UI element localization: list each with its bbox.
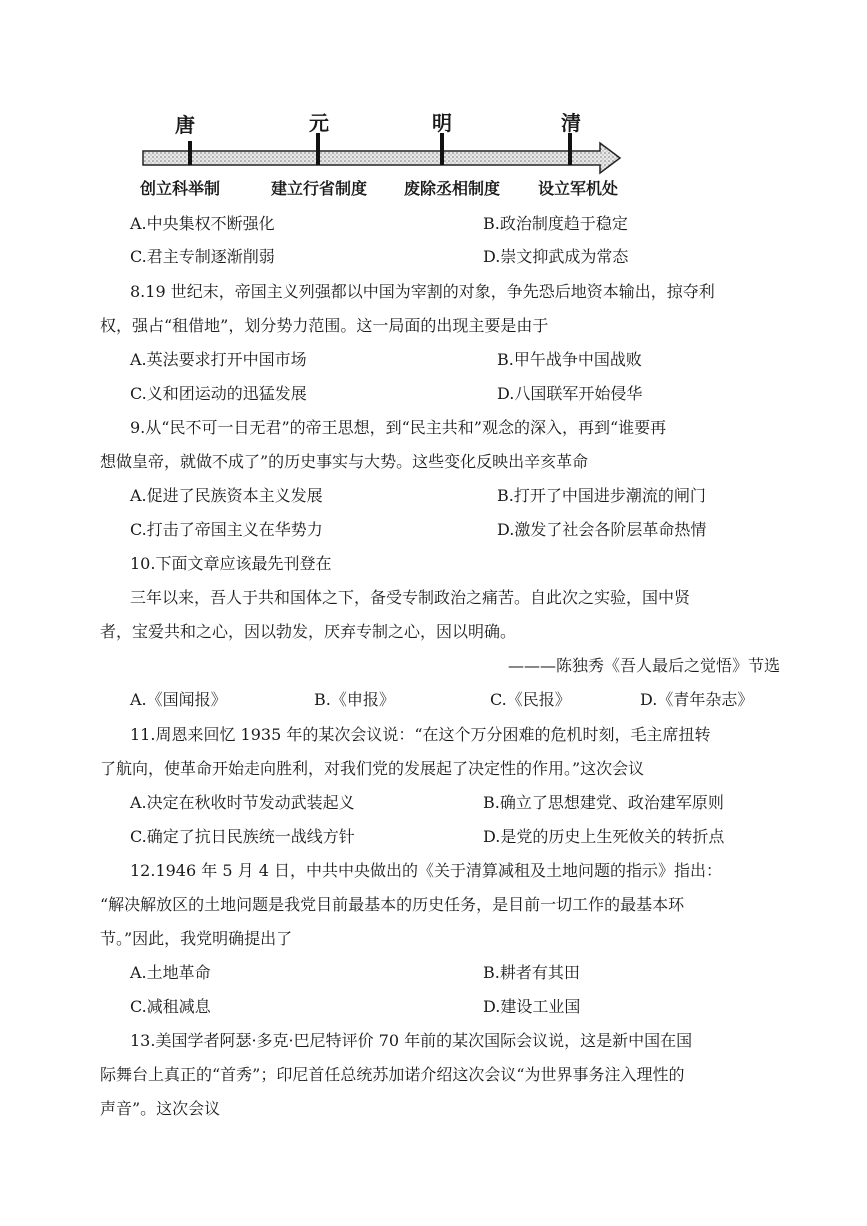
q10-quote-line-1: 三年以来，吾人于共和国体之下，备受专制政治之痛苦。自此次之实验，国中贤	[130, 588, 691, 607]
q10-quote-line-2: 者，宝爱共和之心，因以勃发，厌弃专制之心，因以明确。	[100, 622, 517, 641]
q10-option-d: D.《青年杂志》	[640, 690, 754, 709]
q9-option-c: C.打击了帝国主义在华势力	[130, 520, 323, 539]
event-ming: 废除丞相制度	[404, 179, 501, 198]
q12-option-a: A.土地革命	[130, 963, 211, 982]
q12-option-c: C.减租减息	[130, 997, 211, 1016]
q7-option-b: B.政治制度趋于稳定	[483, 214, 628, 233]
q13-stem-line-1: 13.美国学者阿瑟·多克·巴尼特评价 70 年前的某次国际会议说，这是新中国在国	[130, 1031, 693, 1050]
event-qing: 设立军机处	[538, 179, 619, 198]
event-tang: 创立科举制	[140, 179, 221, 198]
event-yuan: 建立行省制度	[271, 179, 368, 198]
dynasty-ming: 明	[432, 111, 452, 135]
q8-stem-line-2: 权，强占“租借地”，划分势力范围。这一局面的出现主要是由于	[100, 316, 549, 335]
q8-option-b: B.甲午战争中国战败	[497, 350, 642, 369]
q8-option-c: C.义和团运动的迅猛发展	[130, 384, 307, 403]
dynasty-tang: 唐	[175, 113, 195, 137]
dynasty-yuan: 元	[309, 111, 329, 135]
q12-stem-line-2: “解决解放区的土地问题是我党目前最基本的历史任务，是目前一切工作的最基本环	[100, 895, 685, 914]
q9-stem-line-2: 想做皇帝，就做不成了”的历史事实与大势。这些变化反映出辛亥革命	[100, 452, 589, 471]
q10-option-a: A.《国闻报》	[130, 690, 227, 709]
q10-stem: 10.下面文章应该最先刊登在	[130, 554, 332, 573]
timeline-figure	[0, 0, 867, 210]
q7-option-a: A.中央集权不断强化	[130, 214, 275, 233]
q12-stem-line-3: 节。”因此，我党明确提出了	[100, 929, 293, 948]
q8-option-a: A.英法要求打开中国市场	[130, 350, 307, 369]
q9-option-b: B.打开了中国进步潮流的闸门	[497, 486, 706, 505]
q8-option-d: D.八国联军开始侵华	[497, 384, 643, 403]
q11-option-b: B.确立了思想建党、政治建军原则	[483, 793, 724, 812]
q11-option-a: A.决定在秋收时节发动武装起义	[130, 793, 355, 812]
q7-option-c: C.君主专制逐渐削弱	[130, 247, 275, 266]
q7-option-d: D.崇文抑武成为常态	[483, 247, 629, 266]
q8-stem-line-1: 8.19 世纪末，帝国主义列强都以中国为宰割的对象，争先恐后地资本输出，掠夺利	[130, 282, 715, 301]
q11-option-c: C.确定了抗日民族统一战线方针	[130, 827, 355, 846]
q11-stem-line-1: 11.周恩来回忆 1935 年的某次会议说：“在这个万分困难的危机时刻，毛主席扭转	[130, 725, 711, 744]
q13-stem-line-2: 际舞台上真正的“首秀”；印尼首任总统苏加诺介绍这次会议“为世界事务注入理性的	[100, 1065, 685, 1084]
q12-option-b: B.耕者有其田	[483, 963, 580, 982]
q9-option-a: A.促进了民族资本主义发展	[130, 486, 323, 505]
q12-option-d: D.建设工业国	[483, 997, 581, 1016]
q12-stem-line-1: 12.1946 年 5 月 4 日，中共中央做出的《关于清算减租及土地问题的指示》指出：	[130, 861, 722, 880]
q13-stem-line-3: 声音”。这次会议	[100, 1099, 221, 1118]
q11-stem-line-2: 了航向，使革命开始走向胜利，对我们党的发展起了决定性的作用。”这次会议	[100, 759, 645, 778]
q10-option-b: B.《申报》	[314, 690, 395, 709]
q10-option-c: C.《民报》	[490, 690, 571, 709]
q10-quote-source: ———陈独秀《吾人最后之觉悟》节选	[508, 656, 781, 675]
q9-stem-line-1: 9.从“民不可一日无君”的帝王思想，到“民主共和”观念的深入，再到“谁要再	[130, 418, 667, 437]
q11-option-d: D.是党的历史上生死攸关的转折点	[483, 827, 725, 846]
dynasty-qing: 清	[561, 111, 581, 135]
q9-option-d: D.激发了社会各阶层革命热情	[497, 520, 707, 539]
